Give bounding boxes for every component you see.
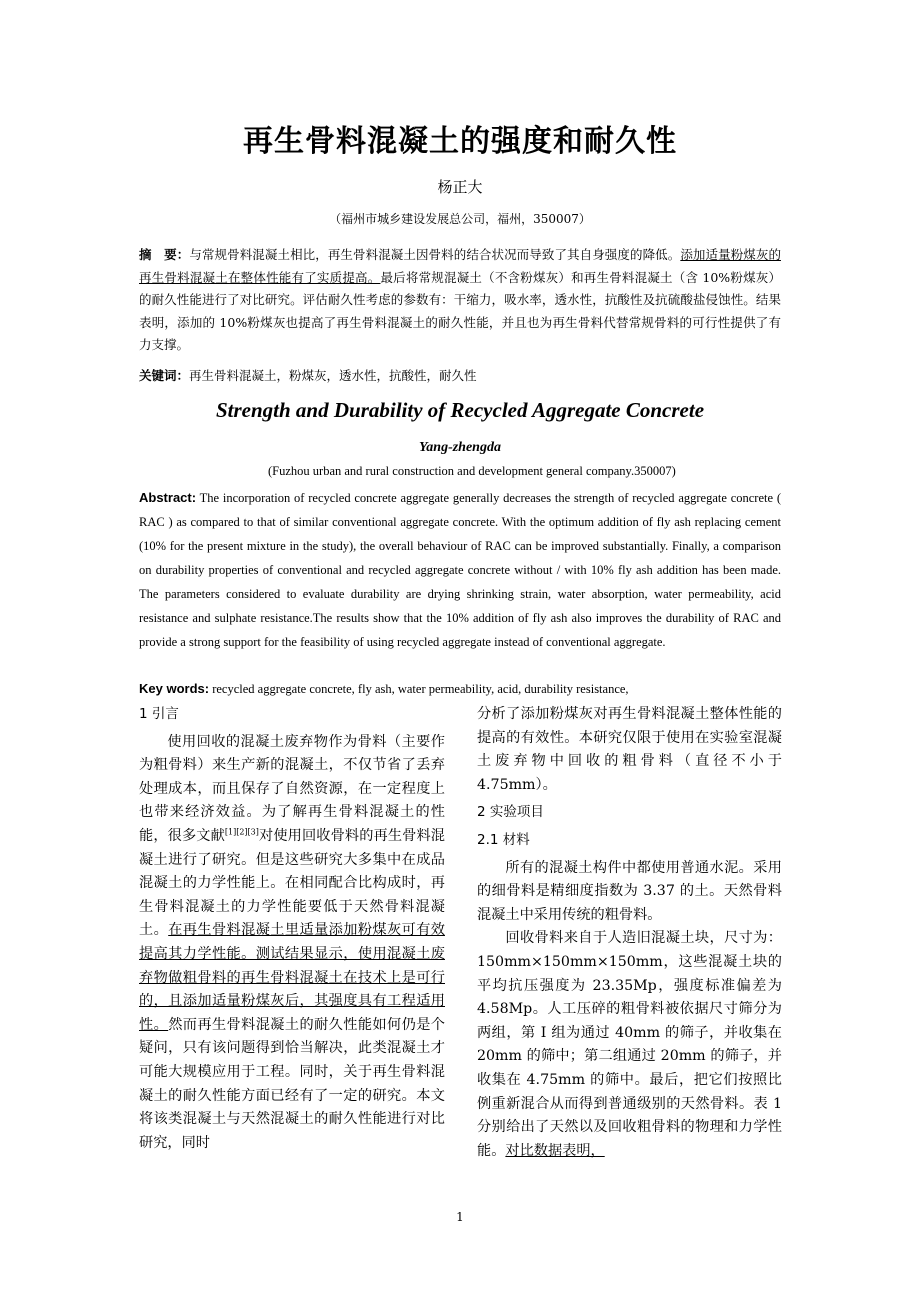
abstract-zh-text-2: 最后将常规混凝土（不含粉煤灰）和再生骨料混凝土（含 10%粉煤灰）的耐久性能进行了对比研究。评估耐久性考虑的参数有：干缩力，吸水率，透水性，抗酸性及抗硫酸盐侵蚀性。结果表明，添加的 10%粉煤灰也提高了再生骨料混凝土的耐久性能，并且也为再生骨料代替常规骨料的可行性提供了有力支撑。 [139, 269, 781, 352]
section-2-paragraph-2 [477, 927, 782, 1163]
author-en: Yang-zhengda [419, 440, 501, 455]
keywords-zh [139, 366, 781, 386]
section-2-text: 回收骨料来自于人造旧混凝土块，尺寸为：150mm×150mm×150mm，这些混凝土块的平均抗压强度为 23.35Mp，强度标准偏差为 4.58Mp。人工压碎的粗骨料被依据尺寸筛分为两组，第 I 组为通过 40mm 的筛子，并收集在 20mm 的筛中；第二组通过 20mm 的筛子，并收集在 4.75mm 的筛中。最后，把它们按照比例重新混合从而得到普通级别的天然骨料。表 1 分别给出了天然以及回收粗骨料的物理和力学性能。 [477, 930, 782, 1159]
section-1-heading: 1 引言 [139, 706, 179, 722]
abstract-en [139, 486, 781, 654]
keywords-zh-text: 再生骨料混凝土，粉煤灰，透水性，抗酸性，耐久性 [189, 368, 477, 383]
abstract-zh-underlined: 添加适量粉煤灰的再生骨料混凝土在整体性能有了实质提高。 [139, 247, 781, 285]
section-2-underlined: 对比数据表明， [505, 1142, 605, 1159]
section-1-text-b: 对使用回收骨料的再生骨料混凝土进行了研究。但是这些研究大多集中在成品混凝土的力学性能上。在相同配合比构成时，再生骨料混凝土的力学性能要低于天然骨料混凝土。 [139, 827, 445, 939]
abstract-en-text: The incorporation of recycled concrete aggregate generally decreases the strength of recycled aggregate concrete ( RAC ) as compared to that of similar conventional aggregate concrete. With the optimum addition of fly ash replacing cement (10% for the present mixture in the study), the overall behaviour of RAC can be improved substantially. Finally, a comparison on durability properties of conventional and recycled aggregate concrete without / with 10% fly ash addition has been made. The parameters considered to evaluate durability are drying shrinking strain, water absorption, water permeability, acid resistance and sulphate resistance.The results show that the 10% addition of fly ash also improves the durability of RAC and provide a strong support for the feasibility of using recycled aggregate instead of conventional aggregate. [139, 491, 781, 649]
keywords-en [139, 681, 781, 697]
author-zh: 杨正大 [437, 178, 483, 196]
page-number: 1 [456, 1210, 464, 1224]
section-1-continued: 分析了添加粉煤灰对再生骨料混凝土整体性能的提高的有效性。本研究仅限于使用在实验室混凝土废弃物中回收的粗骨料（直径不小于 4.75mm）。 [477, 706, 782, 793]
paper-title-en: Strength and Durability of Recycled Aggregate Concrete [215, 398, 705, 422]
abstract-zh [139, 244, 781, 357]
abstract-zh-label: 摘 要： [139, 247, 190, 262]
citation-marks: [1][2][3] [224, 827, 259, 837]
abstract-en-label: Abstract: [139, 490, 197, 505]
section-2-heading: 2 实验项目 [477, 804, 544, 821]
section-1-paragraph [139, 731, 445, 1156]
affiliation-zh: （福州市城乡建设发展总公司，福州，350007） [329, 212, 591, 226]
section-1-underlined: 在再生骨料混凝土里适量添加粉煤灰可有效提高其力学性能。测试结果显示，使用混凝土废弃物做粗骨料的再生骨料混凝土在技术上是可行的，且添加适量粉煤灰后，其强度具有工程适用性。 [139, 922, 445, 1033]
paper-title-zh: 再生骨料混凝土的强度和耐久性 [243, 124, 677, 159]
keywords-zh-label: 关键词： [139, 368, 190, 383]
column-right [477, 703, 782, 1163]
section-2-paragraph-1: 所有的混凝土构件中都使用普通水泥。采用的细骨料是精细度指数为 3.37 的土。天然骨料混凝土中采用传统的粗骨料。 [477, 859, 782, 923]
column-left [139, 703, 445, 1155]
affiliation-en: (Fuzhou urban and rural construction and development general company.350007) [268, 464, 676, 478]
section-1-text-a: 使用回收的混凝土废弃物作为骨料（主要作为粗骨料）来生产新的混凝土，不仅节省了丢弃处理成本，而且保存了自然资源，在一定程度上也带来经济效益。为了解再生骨料混凝土的性能，很多文献 [139, 733, 445, 844]
keywords-en-label: Key words: [139, 681, 210, 696]
section-2-1-heading: 2.1 材料 [477, 831, 530, 848]
abstract-zh-text-1: 与常规骨料混凝土相比，再生骨料混凝土因骨料的结合状况而导致了其自身强度的降低。 [189, 247, 681, 262]
keywords-en-text: recycled aggregate concrete, fly ash, water permeability, acid, durability resistance, [212, 682, 629, 696]
section-1-text-c: 然而再生骨料混凝土的耐久性能如何仍是个疑问，只有该问题得到恰当解决，此类混凝土才可能大规模应用于工程。同时，关于再生骨料混凝土的耐久性能方面已经有了一定的研究。本文将该类混凝土与天然混凝土的耐久性能进行对比研究，同时 [139, 1016, 445, 1151]
